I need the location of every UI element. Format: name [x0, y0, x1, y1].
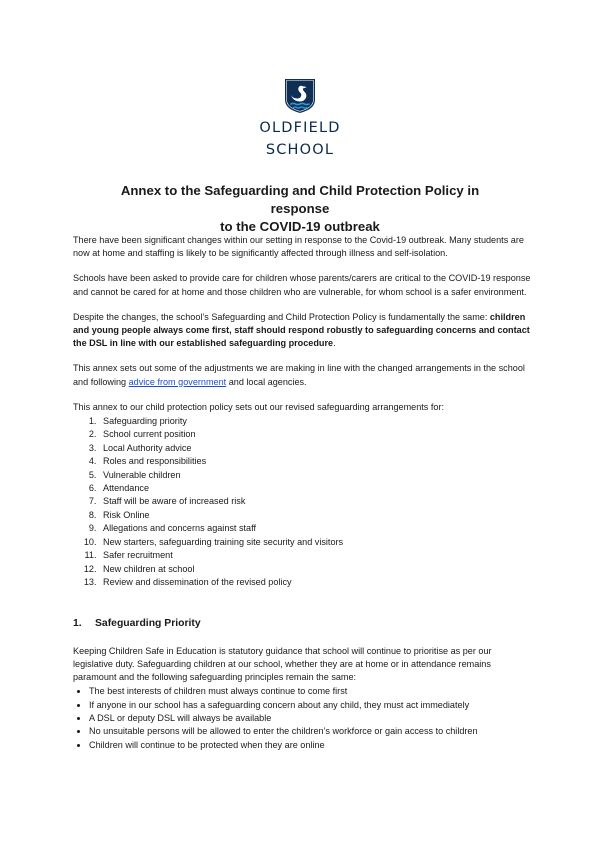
adjustments-paragraph: [73, 362, 531, 388]
adjustments-before: This annex sets out some of the adjustments we are making in line with the changed arrangements in the school and following: [73, 363, 525, 387]
policy-paragraph: [73, 311, 531, 351]
policy-principle-bold: children and young people always come first, staff should respond robustly to safeguarding concerns and contact the DSL in line with our established safeguarding procedure: [73, 311, 530, 349]
list-item: • If anyone in our school has a safeguarding concern about any child, they must act immediately: [89, 699, 531, 712]
list-item: • No unsuitable persons will be allowed to enter the children’s workforce or gain access to children: [89, 725, 531, 738]
list-item: 6. Attendance: [99, 482, 531, 495]
list-item: 1. Safeguarding priority: [99, 415, 531, 428]
list-item: 9. Allegations and concerns against staff: [99, 522, 531, 535]
list-item: • The best interests of children must always continue to come first: [89, 685, 531, 698]
title-line1: Annex to the Safeguarding and Child Protection Policy in response: [120, 183, 480, 216]
list-item: 4. Roles and responsibilities: [99, 455, 531, 468]
policy-end: .: [333, 338, 336, 349]
list-item: 2. School current position: [99, 428, 531, 441]
school-name-line1: OLDFIELD: [259, 120, 341, 136]
list-item: 5. Vulnerable children: [99, 469, 531, 482]
list-item: 12. New children at school: [99, 563, 531, 576]
school-logo: [0, 78, 600, 158]
intro-paragraph: There have been significant changes within our setting in response to the Covid-19 outbreak. Many students are now at home and staffing is likely to be significantly affected through illness and self-isolation.: [73, 235, 524, 259]
swan-crest-icon: [284, 78, 316, 114]
title-line2: to the COVID-19 outbreak: [220, 219, 380, 234]
adjustments-after: and local agencies.: [226, 376, 307, 387]
list-item: 7. Staff will be aware of increased risk: [99, 495, 531, 508]
arrangements-list: [73, 415, 531, 589]
list-item: 11. Safer recruitment: [99, 549, 531, 562]
list-item: 8. Risk Online: [99, 509, 531, 522]
list-item: 3. Local Authority advice: [99, 442, 531, 455]
list-item: • A DSL or deputy DSL will always be available: [89, 712, 531, 725]
list-item: • Children will continue to be protected when they are online: [89, 739, 531, 752]
principles-list: [73, 685, 531, 752]
section-1-number: 1.: [73, 618, 82, 630]
arrangements-intro: This annex to our child protection policy sets out our revised safeguarding arrangements for:: [73, 401, 445, 412]
document-body: [73, 234, 531, 752]
section-1-title: Safeguarding Priority: [95, 618, 201, 630]
advice-from-government-link[interactable]: advice from government: [128, 376, 227, 387]
section-1-heading: [73, 617, 531, 630]
care-paragraph: Schools have been asked to provide care for children whose parents/carers are critical to the COVID-19 response and cannot be cared for at home and those children who are vulnerable, for whom school is a safer environment.: [73, 273, 531, 297]
section-1-paragraph: Keeping Children Safe in Education is statutory guidance that school will continue to prioritise as per our legislative duty. Safeguarding children at our school, whether they are at home or in attendance remains paramount and the following safeguarding principles remain the same:: [73, 645, 492, 682]
page-title: [90, 182, 510, 236]
list-item: 13. Review and dissemination of the revised policy: [99, 576, 531, 589]
policy-intro: Despite the changes, the school’s Safeguarding and Child Protection Policy is fundamentally the same:: [73, 311, 490, 322]
list-item: 10. New starters, safeguarding training site security and visitors: [99, 536, 531, 549]
school-name-line2: SCHOOL: [265, 142, 335, 158]
